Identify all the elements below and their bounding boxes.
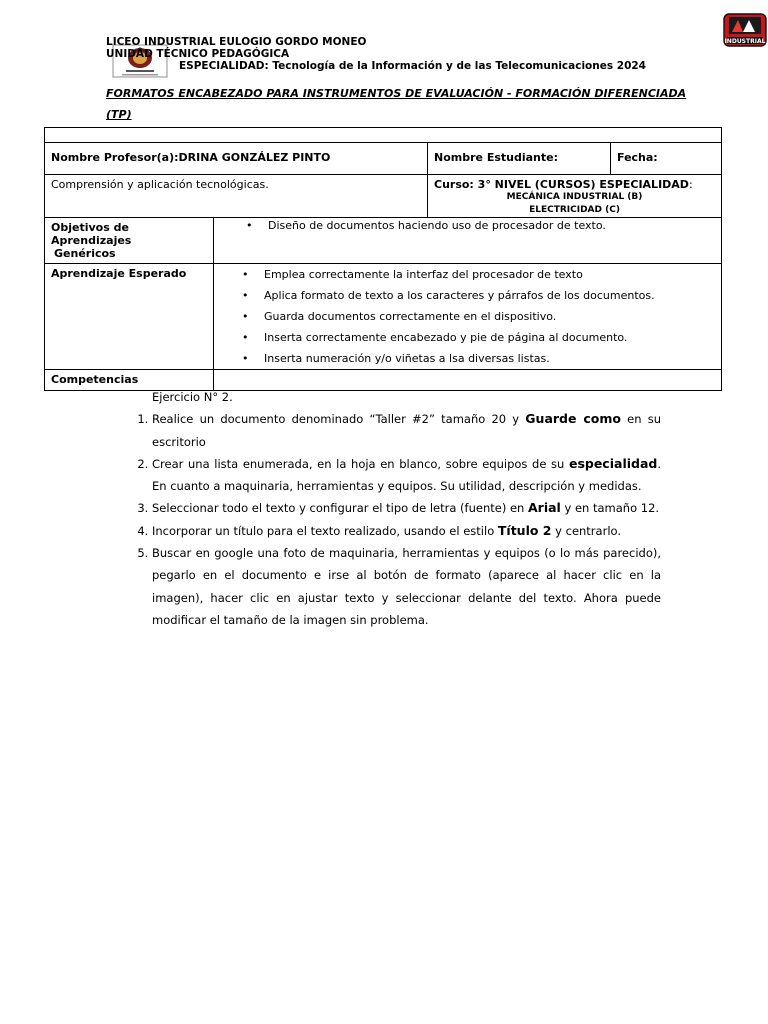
competencies-label: Competencias xyxy=(51,373,139,386)
list-item: 5. Buscar en google una foto de maquinaria, herramientas y equipos (o lo más parecido), pegarlo en el documento e irse al botón de formato (aparece al hacer clic en la imagen), hacer clic en ajustar texto y seleccionar delante del texto. Ahora puede modificar el tamaño de la imagen sin problema. xyxy=(152,542,661,631)
unit-name: UNIDAD TÉCNICO PEDAGÓGICA xyxy=(106,48,290,60)
list-item: • Guarda documentos correctamente en el dispositivo. xyxy=(264,306,721,327)
list-item: 4. Incorporar un título para el texto realizado, usando el estilo Título 2 y centrarlo. xyxy=(152,520,661,542)
bold-term: Arial xyxy=(528,500,561,516)
blank-row xyxy=(45,128,722,143)
course-label: Curso: 3° NIVEL (CURSOS) ESPECIALIDAD xyxy=(434,178,689,191)
school-name: LICEO INDUSTRIAL EULOGIO GORDO MONEO xyxy=(106,36,367,48)
industrial-logo-label: INDUSTRIAL xyxy=(724,38,766,45)
list-item: • Inserta correctamente encabezado y pie de página al documento. xyxy=(264,327,721,348)
industrial-logo xyxy=(722,12,768,48)
objectives-label-line2: Genéricos xyxy=(54,247,116,260)
teacher-name: Nombre Profesor(a):DRINA GONZÁLEZ PINTO xyxy=(51,151,331,164)
exercise-list xyxy=(127,408,661,631)
bold-term: Título 2 xyxy=(497,522,552,538)
document-title: FORMATOS ENCABEZADO PARA INSTRUMENTOS DE EVALUACIÓN - FORMACIÓN DIFERENCIADA xyxy=(106,87,687,100)
specialty-line: ESPECIALIDAD: Tecnología de la Información y de las Telecomunicaciones 2024 xyxy=(179,60,646,72)
expected-learning-label: Aprendizaje Esperado xyxy=(51,267,187,280)
list-item: 1. Realice un documento denominado “Taller #2” tamaño 20 y Guarde como en su escritorio xyxy=(152,408,661,453)
list-item: • Diseño de documentos haciendo uso de procesador de texto. xyxy=(268,215,721,236)
document-title-suffix: (TP) xyxy=(106,108,132,121)
list-item: • Emplea correctamente la interfaz del procesador de texto xyxy=(264,264,721,285)
list-item: 2. Crear una lista enumerada, en la hoja en blanco, sobre equipos de su especialidad. En cuanto a maquinaria, herramientas y equipos. Su utilidad, descripción y medidas. xyxy=(152,453,661,498)
list-item: • Aplica formato de texto a los caracteres y párrafos de los documentos. xyxy=(264,285,721,306)
student-name-label: Nombre Estudiante: xyxy=(434,151,558,164)
bold-term: especialidad xyxy=(568,455,658,471)
list-item: • Inserta numeración y/o viñetas a lsa diversas listas. xyxy=(264,348,721,369)
list-item: 3. Seleccionar todo el texto y configurar el tipo de letra (fuente) en Arial y en tamaño 12. xyxy=(152,497,661,519)
bold-term: Guarde como xyxy=(525,411,621,427)
objectives-list xyxy=(214,215,721,236)
exercise-title: Ejercicio N° 2. xyxy=(152,390,233,404)
date-label: Fecha: xyxy=(617,151,658,164)
course-c: ELECTRICIDAD (C) xyxy=(529,205,620,215)
expected-learning-list xyxy=(214,264,721,369)
subject-name: Comprensión y aplicación tecnológicas. xyxy=(51,178,269,191)
course-b: MECÁNICA INDUSTRIAL (B) xyxy=(506,192,643,202)
objectives-label-line1: Objetivos de Aprendizajes xyxy=(51,221,132,247)
course-colon: : xyxy=(688,178,693,191)
exercise-section xyxy=(127,386,661,631)
evaluation-header-table xyxy=(44,127,722,391)
